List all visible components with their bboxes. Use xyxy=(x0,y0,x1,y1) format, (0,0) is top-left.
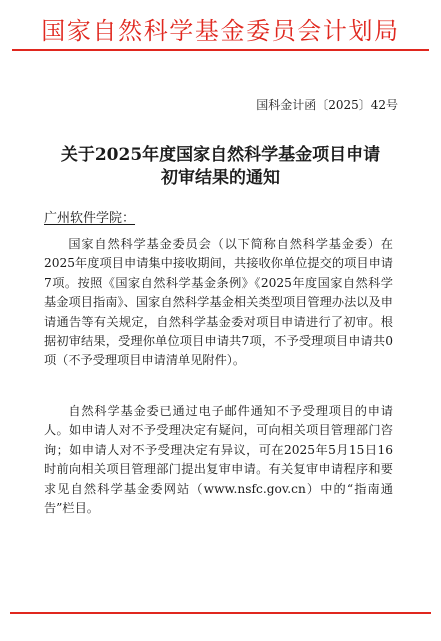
letterhead-title: 国家自然科学基金委员会计划局 xyxy=(41,17,400,45)
addressee: 广州软件学院： xyxy=(44,211,136,226)
letterhead-divider xyxy=(12,49,429,51)
body-paragraph-1: 国家自然科学基金委员会（以下简称自然科学基金委）在2025年度项目申请集中接收期间，共接收你单位提交的项目申请7项。按照《国家自然科学基金条例》《2025年度国家自然科学基金项目指南》、国家自然科学基金相关类型项目管理办法以及申请通告等有关规定，自然科学基金委对项目申请进行了初审。根据初审结果，受理你单位项目申请共7项，不予受理项目申请共0项（不予受理项目申请清单见附件）。 xyxy=(44,237,393,368)
document-title-line-1: 关于2025年度国家自然科学基金项目申请 xyxy=(60,145,381,165)
body-paragraph-2: 自然科学基金委已通过电子邮件通知不予受理项目的申请人。如申请人对不予受理决定有疑问，可向相关项目管理部门咨询；如申请人对不予受理决定有异议，可在2025年5月15日16时前向相关项目管理部门提出复审申请。有关复审申请程序和要求见自然科学基金委网站（www.nsfc.gov.cn）中的“指南通告”栏目。 xyxy=(44,404,393,516)
footer-divider xyxy=(10,612,431,614)
document-number: 国科金计函〔2025〕42号 xyxy=(256,98,398,112)
document-title-line-2: 初审结果的通知 xyxy=(161,168,280,188)
document-title xyxy=(0,144,441,190)
